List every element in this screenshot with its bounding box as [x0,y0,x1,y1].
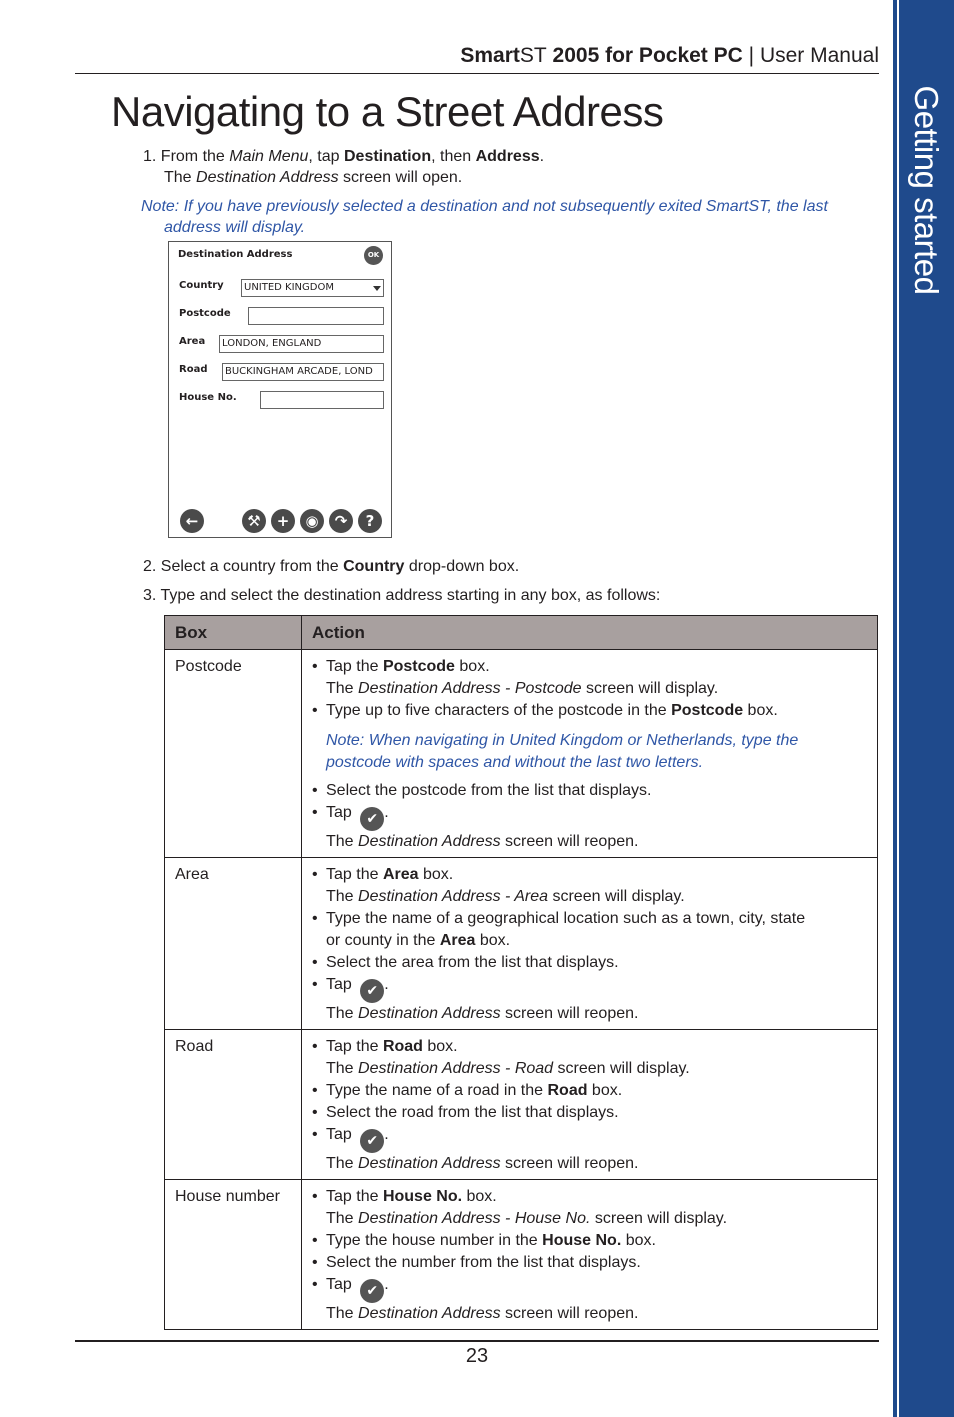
list-item: • Type the name of a geographical location such as a town, city, state [312,908,877,930]
header-brand-light: ST [519,44,547,67]
house-no-label: House No. [179,392,237,403]
checkmark-icon: ✔ [360,807,384,831]
road-label: Road [179,364,208,375]
house-no-field[interactable] [260,391,384,409]
list-item: • Tap the House No. box. [312,1186,877,1208]
road-field[interactable]: BUCKINGHAM ARCADE, LOND [222,363,384,381]
header-brand-bold: Smart [460,44,520,67]
ok-button[interactable]: OK [364,246,383,265]
postcode-note: Note: When navigating in United Kingdom or Netherlands, type the postcode with spaces and without the last two letters. [326,732,799,771]
step-1-result-b: Destination Address [196,169,339,186]
box-road: Road [165,1030,302,1180]
plus-icon[interactable]: + [271,509,295,533]
screenshot-title: Destination Address [178,249,293,260]
step-1-result-a: The [164,169,197,186]
list-item: • Select the area from the list that displays. [312,952,877,974]
header-separator: | [742,44,760,67]
list-item-sub: The Destination Address - Road screen will display. [326,1060,690,1077]
step-1-text-g: . [539,148,545,165]
list-item-sub: or county in the Area box. [326,932,511,949]
action-road [302,1030,878,1180]
step-1-destination: Destination [343,148,432,165]
step-1-text-e: , then [431,148,476,165]
step-1-num: 1. [143,148,157,165]
area-field[interactable]: LONDON, ENGLAND [219,335,384,353]
action-area [302,858,878,1030]
list-item-sub: The Destination Address - House No. screen will display. [326,1210,728,1227]
header-rule [75,73,879,74]
table-row [165,1180,878,1330]
checkmark-icon: ✔ [360,979,384,1003]
list-item: • Select the number from the list that displays. [312,1252,877,1274]
step-2-country: Country [343,558,405,575]
step-2 [143,556,519,577]
postcode-field[interactable] [248,307,384,325]
step-1 [143,146,544,167]
wrench-icon[interactable]: ⚒ [242,509,266,533]
list-item: • Type the house number in the House No. box. [312,1230,877,1252]
step-2-a: 2. Select a country from the [143,558,344,575]
chevron-down-icon [373,286,381,291]
step-1-text-c: , tap [308,148,344,165]
header-doc: User Manual [759,44,879,67]
destination-address-screenshot [168,241,392,538]
list-item: • Tap the Postcode box. [312,656,877,678]
list-item-sub: The Destination Address - Postcode screen will display. [326,680,719,697]
list-item: • Tap ✔ . [312,802,877,831]
page-title: Navigating to a Street Address [111,88,664,135]
footer-rule [75,1340,879,1342]
area-label: Area [179,336,206,347]
list-item: • Tap the Road box. [312,1036,877,1058]
table-header-row [165,616,878,650]
header-product: 2005 for Pocket PC [546,44,743,67]
step-1-result-c: screen will open. [338,169,463,186]
country-dropdown[interactable] [241,279,384,297]
action-postcode [302,650,878,858]
step-3: 3. Type and select the destination address starting in any box, as follows: [143,587,661,604]
box-postcode: Postcode [165,650,302,858]
header-box: Box [165,616,302,650]
step-1-text-a: From the [156,148,230,165]
eye-icon[interactable]: ◉ [300,509,324,533]
route-icon[interactable]: ↷ [329,509,353,533]
list-item-sub: The Destination Address screen will reopen. [326,1305,639,1322]
list-item: • Select the postcode from the list that displays. [312,780,877,802]
box-action-table [164,615,878,1330]
note-line-1: Note: If you have previously selected a destination and not subsequently exited SmartST, the last [141,198,828,215]
list-item-sub: The Destination Address screen will reopen. [326,833,639,850]
back-arrow-icon[interactable]: ← [180,509,204,533]
checkmark-icon: ✔ [360,1129,384,1153]
list-item: • Tap ✔ . [312,974,877,1003]
note-line-2: address will display. [164,219,306,236]
table-row [165,858,878,1030]
step-1-address: Address [475,148,540,165]
step-2-c: drop-down box. [404,558,520,575]
list-item: • Tap ✔ . [312,1274,877,1303]
help-icon[interactable]: ? [358,509,382,533]
list-item-sub: The Destination Address - Area screen will display. [326,888,685,905]
running-header [75,44,879,68]
box-area: Area [165,858,302,1030]
country-label: Country [179,280,224,291]
postcode-label: Postcode [179,308,231,319]
table-row [165,1030,878,1180]
list-item-sub: The Destination Address screen will reopen. [326,1005,639,1022]
list-item: • Type up to five characters of the postcode in the Postcode box. [312,700,877,722]
table-row [165,650,878,858]
list-item: • Tap the Area box. [312,864,877,886]
list-item: • Tap ✔ . [312,1124,877,1153]
step-1-main-menu: Main Menu [229,148,309,165]
action-house-number [302,1180,878,1330]
list-item: • Type the name of a road in the Road box. [312,1080,877,1102]
header-action: Action [302,616,878,650]
box-house-number: House number [165,1180,302,1330]
country-value: UNITED KINGDOM [244,282,334,293]
list-item: • Select the road from the list that displays. [312,1102,877,1124]
step-1-result [164,167,462,188]
page-number: 23 [465,1345,489,1367]
list-item-sub: The Destination Address screen will reopen. [326,1155,639,1172]
checkmark-icon: ✔ [360,1279,384,1303]
side-tab-label: Getting started [908,85,945,295]
